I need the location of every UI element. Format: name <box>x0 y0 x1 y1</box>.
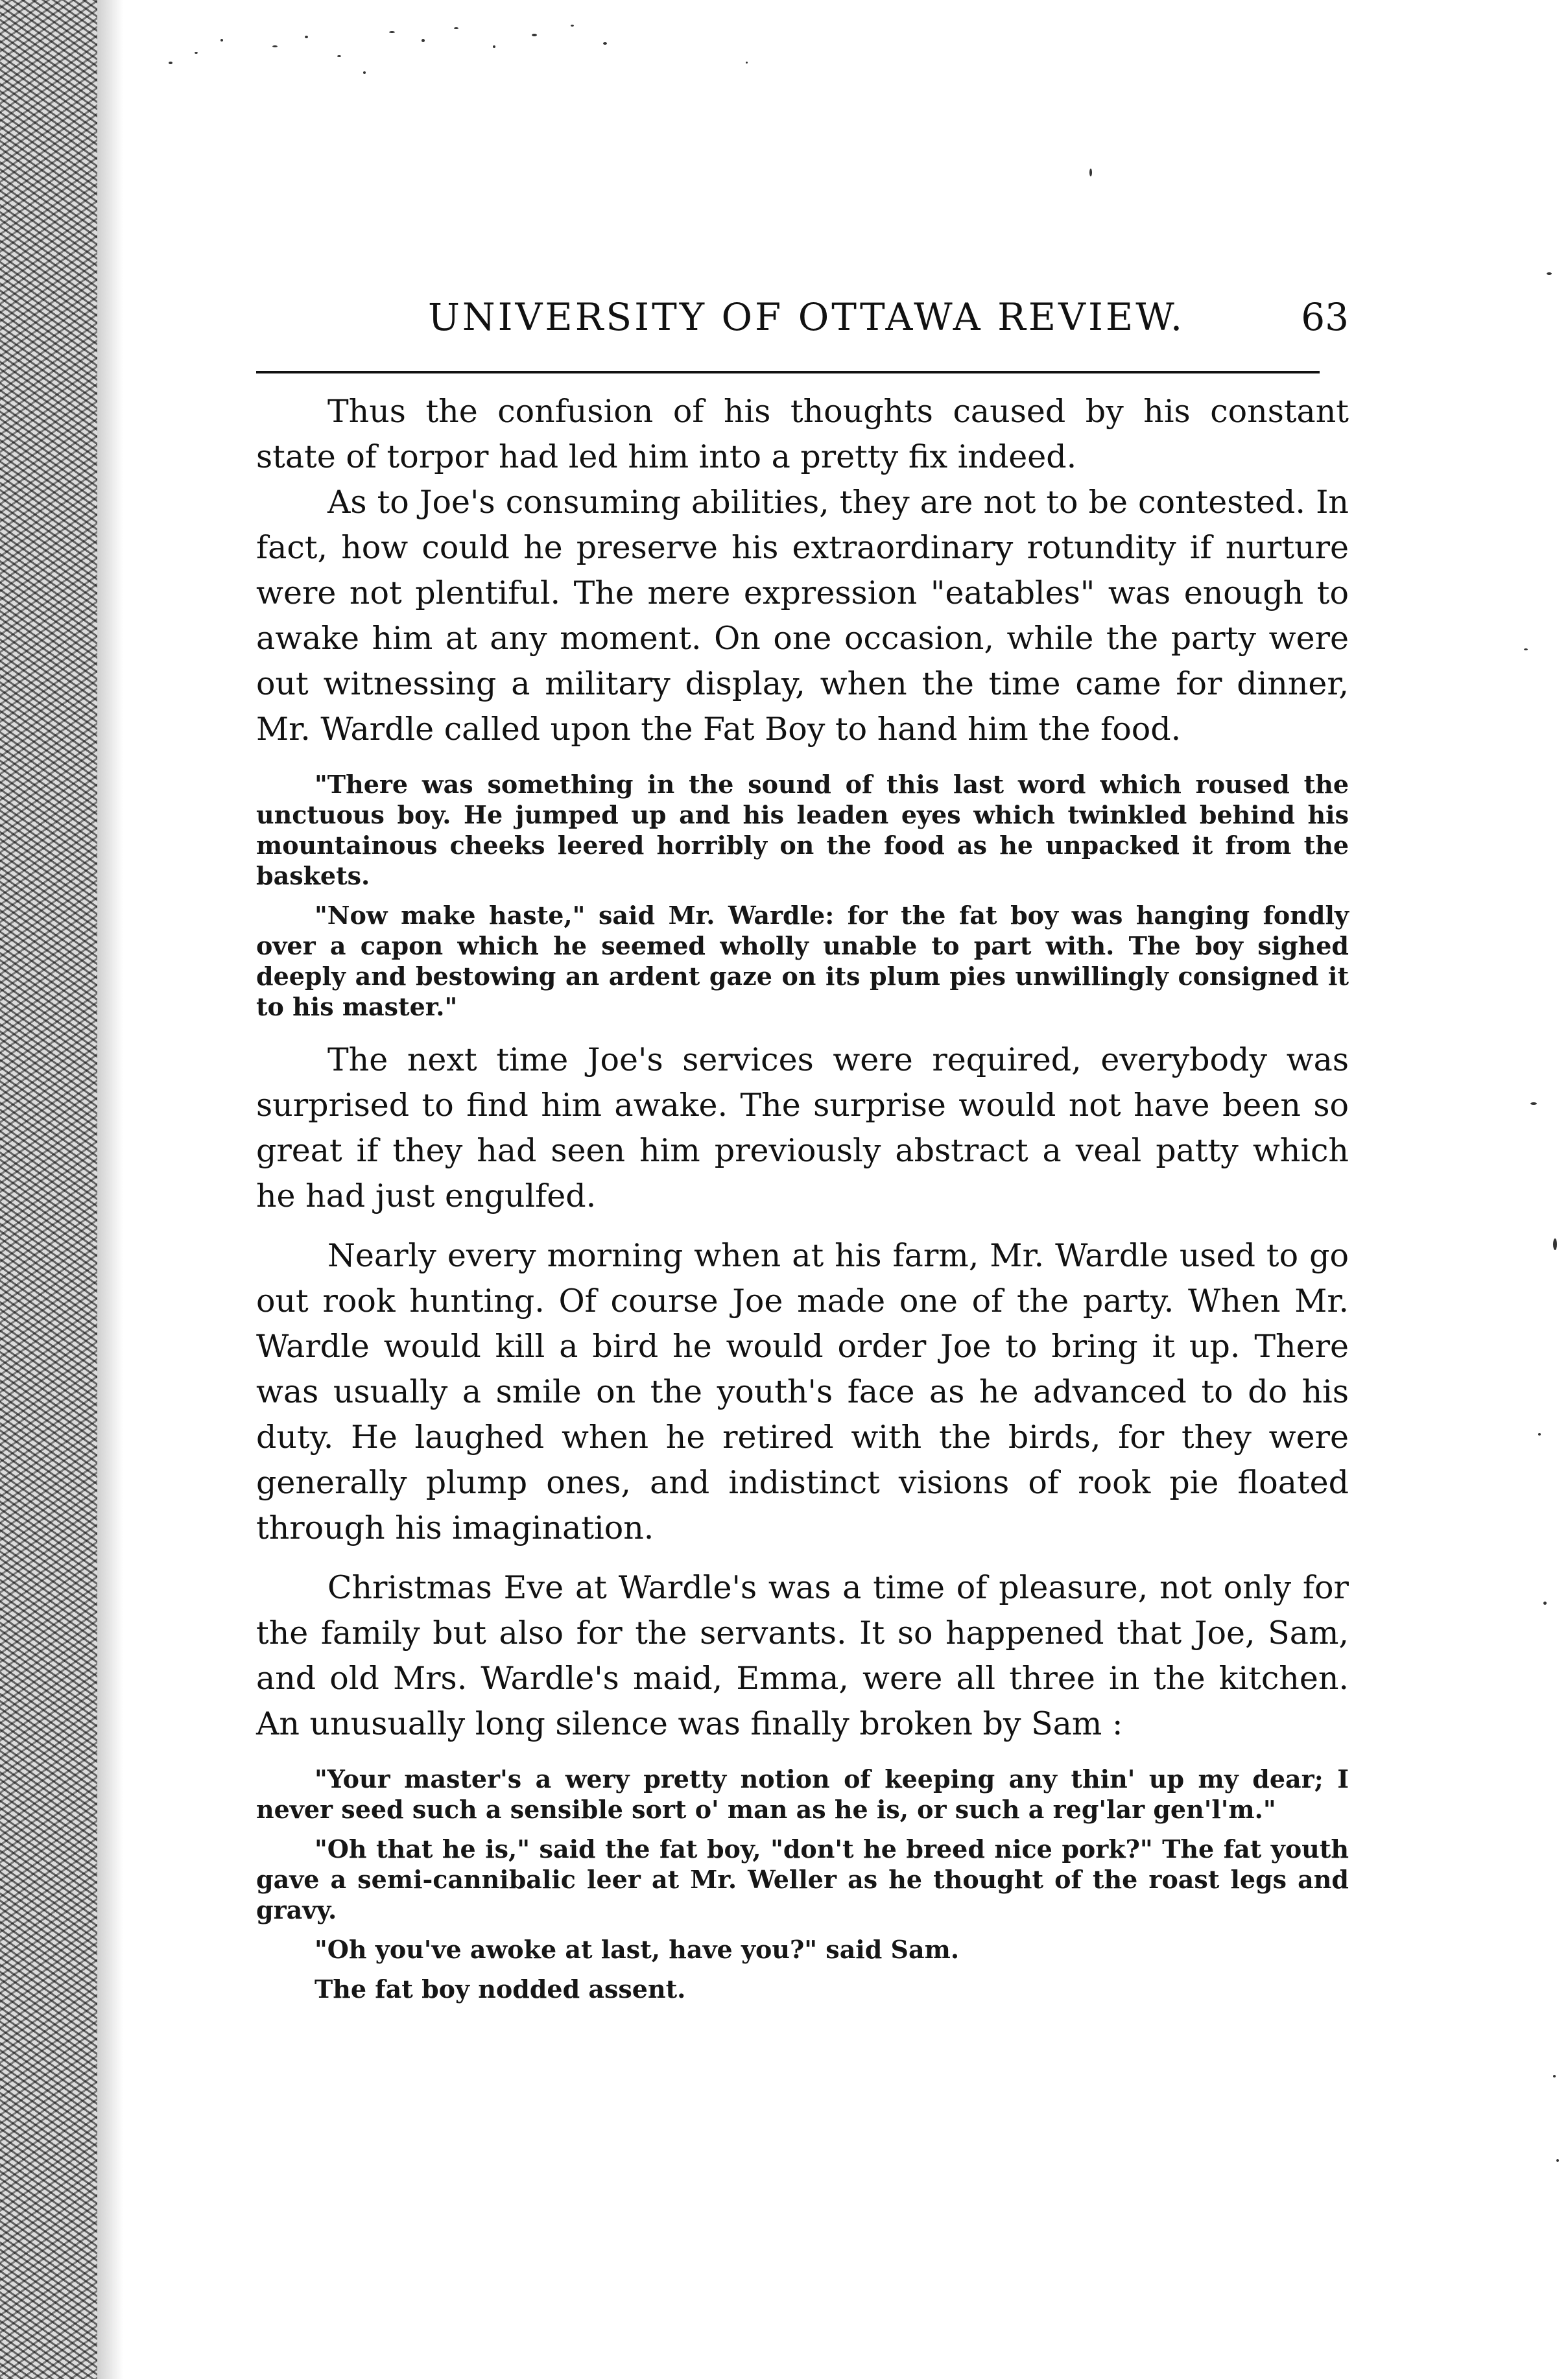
block-quote: "Oh that he is," said the fat boy, "don't he breed nice pork?" The fat youth gave a semi-cannibalic leer at Mr. Weller as he thought of the roast legs and gravy. <box>256 1834 1349 1924</box>
block-quote: The fat boy nodded assent. <box>315 1974 686 2004</box>
paragraph: Nearly every morning when at his farm, Mr. Wardle used to go out rook hunting. Of course Joe made one of the party. When Mr. Wardle would kill a bird he would order Joe to bring it up. There was usually a smile on the youth's face as he advanced to do his duty. He laughed when he retired with the birds, for they were generally plump ones, and indistinct visions of rook pie floated through his imagination. <box>256 1237 1349 1546</box>
running-title: UNIVERSITY OF OTTAWA REVIEW. <box>428 295 1185 339</box>
paragraph: As to Joe's consuming abilities, they are not to be contested. In fact, how could he preserve his extraordinary rotundity if nurture were not plentiful. The mere expression "eatables" was enough to awake him at any moment. On one occasion, while the party were out witnessing a military display, when the time came for dinner, Mr. Wardle called upon the Fat Boy to hand him the food. <box>256 484 1349 748</box>
block-quote: "Your master's a wery pretty notion of keeping any thin' up my dear; I never seed such a sensible sort o' man as he is, or such a reg'lar gen'l'm." <box>256 1764 1349 1824</box>
block-quote: "Now make haste," said Mr. Wardle: for the fat boy was hanging fondly over a capon which he seemed wholly unable to part with. The boy sighed deeply and bestowing an ardent gaze on its plum pies unwillingly consigned it to his master." <box>256 901 1349 1021</box>
paragraph: Christmas Eve at Wardle's was a time of pleasure, not only for the family but also for the servants. It so happened that Joe, Sam, and old Mrs. Wardle's maid, Emma, were all three in the kitchen. An unusually long silence was finally broken by Sam : <box>256 1569 1349 1742</box>
book-binding-edge <box>0 0 97 2379</box>
block-quote: "Oh you've awoke at last, have you?" said Sam. <box>315 1935 960 1964</box>
block-quote: "There was something in the sound of this last word which roused the unctuous boy. He jumped up and his leaden eyes which twinkled behind his mountainous cheeks leered horribly on the food as he unpacked it from the baskets. <box>256 770 1349 890</box>
header-rule <box>256 371 1320 373</box>
page-header <box>428 295 1349 353</box>
binding-shadow <box>97 0 123 2379</box>
paragraph: Thus the confusion of his thoughts caused by his constant state of torpor had led him into a pretty fix indeed. <box>256 393 1349 475</box>
page-body <box>256 389 1349 2004</box>
page-number: 63 <box>1301 295 1349 339</box>
paragraph: The next time Joe's services were required, everybody was surprised to find him awake. The surprise would not have been so great if they had seen him previously abstract a veal patty which he had just engulfed. <box>256 1041 1349 1214</box>
